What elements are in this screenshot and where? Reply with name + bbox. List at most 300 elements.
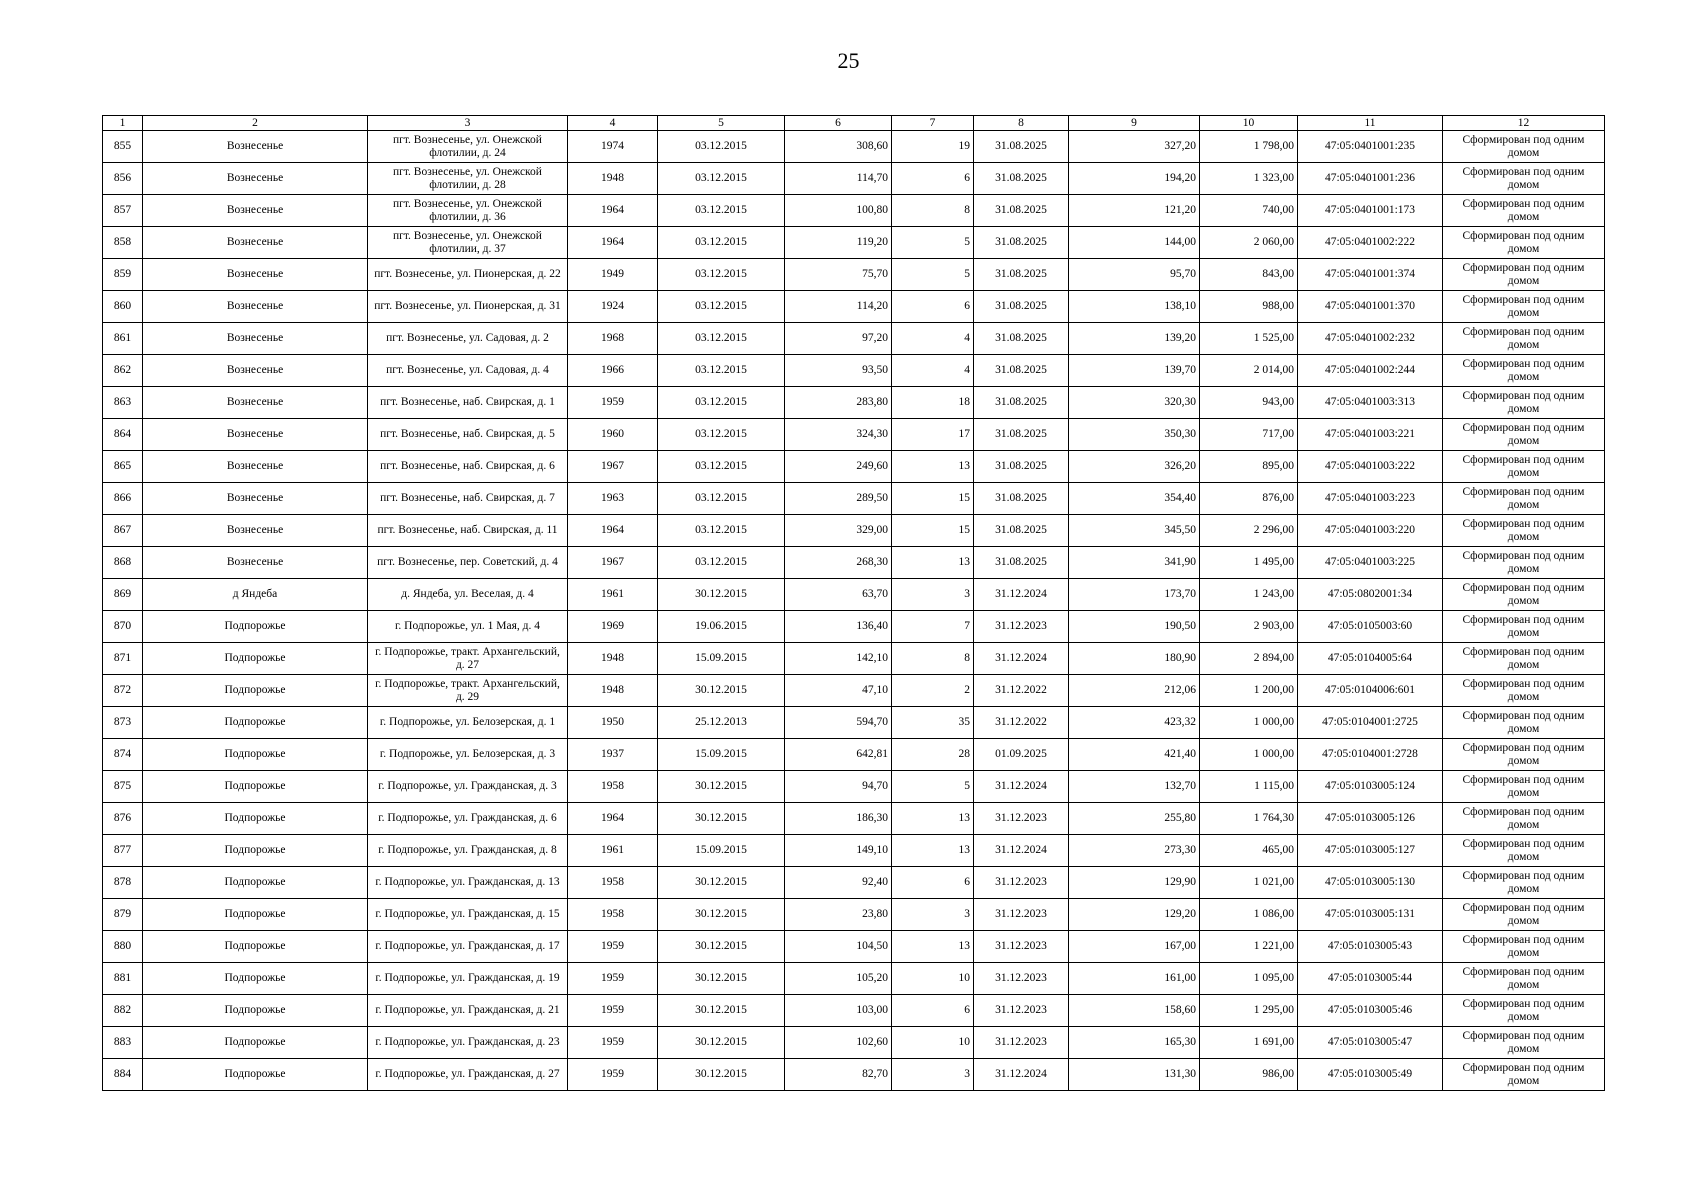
table-row bbox=[103, 867, 1605, 899]
table-cell: 75,70 bbox=[785, 259, 892, 291]
table-cell: 31.12.2023 bbox=[974, 867, 1069, 899]
table-cell: 2 894,00 bbox=[1200, 643, 1298, 675]
table-cell: 1959 bbox=[568, 931, 658, 963]
table-cell: 1960 bbox=[568, 419, 658, 451]
table-cell: 1964 bbox=[568, 803, 658, 835]
column-header: 10 bbox=[1200, 116, 1298, 131]
table-cell: 1 495,00 bbox=[1200, 547, 1298, 579]
table-cell: 341,90 bbox=[1069, 547, 1200, 579]
table-cell: 165,30 bbox=[1069, 1027, 1200, 1059]
table-cell: 289,50 bbox=[785, 483, 892, 515]
table-row bbox=[103, 387, 1605, 419]
table-cell: 1948 bbox=[568, 643, 658, 675]
table-cell: 129,90 bbox=[1069, 867, 1200, 899]
table-cell: Подпорожье bbox=[143, 995, 368, 1027]
table-cell: 879 bbox=[103, 899, 143, 931]
table-cell: 594,70 bbox=[785, 707, 892, 739]
table-cell: 350,30 bbox=[1069, 419, 1200, 451]
table-cell: 121,20 bbox=[1069, 195, 1200, 227]
table-cell: 1974 bbox=[568, 131, 658, 163]
table-cell: 943,00 bbox=[1200, 387, 1298, 419]
table-cell: 03.12.2015 bbox=[658, 323, 785, 355]
table-cell: 1 095,00 bbox=[1200, 963, 1298, 995]
table-cell: Сформирован под одним домом bbox=[1443, 963, 1605, 995]
table-cell: 326,20 bbox=[1069, 451, 1200, 483]
table-cell: 132,70 bbox=[1069, 771, 1200, 803]
table-cell: 47:05:0401003:225 bbox=[1298, 547, 1443, 579]
column-header: 2 bbox=[143, 116, 368, 131]
table-cell: 1967 bbox=[568, 451, 658, 483]
table-cell: 1 115,00 bbox=[1200, 771, 1298, 803]
table-row bbox=[103, 803, 1605, 835]
table-row bbox=[103, 259, 1605, 291]
table-cell: 1959 bbox=[568, 387, 658, 419]
column-header: 1 bbox=[103, 116, 143, 131]
table-cell: 35 bbox=[892, 707, 974, 739]
table-cell: 876 bbox=[103, 803, 143, 835]
table-cell: 03.12.2015 bbox=[658, 131, 785, 163]
table-cell: 878 bbox=[103, 867, 143, 899]
table-cell: Вознесенье bbox=[143, 419, 368, 451]
table-cell: 308,60 bbox=[785, 131, 892, 163]
table-cell: 988,00 bbox=[1200, 291, 1298, 323]
table-cell: 30.12.2015 bbox=[658, 995, 785, 1027]
column-header: 7 bbox=[892, 116, 974, 131]
table-cell: 5 bbox=[892, 259, 974, 291]
table-cell: 861 bbox=[103, 323, 143, 355]
table-cell: пгт. Вознесенье, ул. Пионерская, д. 31 bbox=[368, 291, 568, 323]
table-cell: 283,80 bbox=[785, 387, 892, 419]
table-cell: 31.08.2025 bbox=[974, 387, 1069, 419]
table-cell: 1959 bbox=[568, 963, 658, 995]
table-cell: 1959 bbox=[568, 1027, 658, 1059]
table-cell: г. Подпорожье, ул. Белозерская, д. 3 bbox=[368, 739, 568, 771]
table-cell: 03.12.2015 bbox=[658, 419, 785, 451]
table-cell: 860 bbox=[103, 291, 143, 323]
table-cell: 31.12.2024 bbox=[974, 1059, 1069, 1091]
table-cell: 47:05:0401003:220 bbox=[1298, 515, 1443, 547]
table-cell: 329,00 bbox=[785, 515, 892, 547]
table-cell: Подпорожье bbox=[143, 1059, 368, 1091]
table-cell: 4 bbox=[892, 355, 974, 387]
table-cell: 1969 bbox=[568, 611, 658, 643]
table-cell: 47:05:0103005:126 bbox=[1298, 803, 1443, 835]
table-cell: 47:05:0103005:46 bbox=[1298, 995, 1443, 1027]
table-cell: 855 bbox=[103, 131, 143, 163]
table-cell: 857 bbox=[103, 195, 143, 227]
table-cell: 268,30 bbox=[785, 547, 892, 579]
table-cell: 47:05:0103005:44 bbox=[1298, 963, 1443, 995]
table-cell: 2 903,00 bbox=[1200, 611, 1298, 643]
table-cell: 47:05:0401001:374 bbox=[1298, 259, 1443, 291]
table-cell: 1967 bbox=[568, 547, 658, 579]
table-cell: Сформирован под одним домом bbox=[1443, 1059, 1605, 1091]
table-cell: 843,00 bbox=[1200, 259, 1298, 291]
table-cell: 866 bbox=[103, 483, 143, 515]
table-cell: Сформирован под одним домом bbox=[1443, 483, 1605, 515]
table-cell: Сформирован под одним домом bbox=[1443, 227, 1605, 259]
table-cell: 129,20 bbox=[1069, 899, 1200, 931]
table-cell: пгт. Вознесенье, наб. Свирская, д. 5 bbox=[368, 419, 568, 451]
table-cell: 97,20 bbox=[785, 323, 892, 355]
table-cell: 03.12.2015 bbox=[658, 387, 785, 419]
table-cell: пгт. Вознесенье, ул. Онежской флотилии, д. 28 bbox=[368, 163, 568, 195]
table-cell: Вознесенье bbox=[143, 323, 368, 355]
table-row bbox=[103, 1027, 1605, 1059]
table-cell: 47:05:0103005:43 bbox=[1298, 931, 1443, 963]
table-cell: 03.12.2015 bbox=[658, 451, 785, 483]
table-cell: 1 691,00 bbox=[1200, 1027, 1298, 1059]
table-row bbox=[103, 547, 1605, 579]
table-cell: Подпорожье bbox=[143, 643, 368, 675]
table-cell: Сформирован под одним домом bbox=[1443, 867, 1605, 899]
table-row bbox=[103, 323, 1605, 355]
table-cell: Сформирован под одним домом bbox=[1443, 259, 1605, 291]
table-cell: 30.12.2015 bbox=[658, 931, 785, 963]
table-cell: г. Подпорожье, ул. Гражданская, д. 19 bbox=[368, 963, 568, 995]
table-cell: 6 bbox=[892, 163, 974, 195]
table-cell: г. Подпорожье, ул. Гражданская, д. 17 bbox=[368, 931, 568, 963]
column-header: 9 bbox=[1069, 116, 1200, 131]
table-cell: 30.12.2015 bbox=[658, 867, 785, 899]
table-cell: 47,10 bbox=[785, 675, 892, 707]
table-cell: 47:05:0401003:223 bbox=[1298, 483, 1443, 515]
table-cell: 47:05:0103005:47 bbox=[1298, 1027, 1443, 1059]
table-cell: 114,20 bbox=[785, 291, 892, 323]
table-cell: пгт. Вознесенье, ул. Садовая, д. 2 bbox=[368, 323, 568, 355]
table-cell: 186,30 bbox=[785, 803, 892, 835]
table-row bbox=[103, 419, 1605, 451]
table-cell: Подпорожье bbox=[143, 1027, 368, 1059]
table-cell: Сформирован под одним домом bbox=[1443, 291, 1605, 323]
table-cell: 862 bbox=[103, 355, 143, 387]
table-cell: 865 bbox=[103, 451, 143, 483]
table-cell: Вознесенье bbox=[143, 227, 368, 259]
table-cell: 31.08.2025 bbox=[974, 291, 1069, 323]
table-cell: 194,20 bbox=[1069, 163, 1200, 195]
table-cell: 47:05:0104001:2725 bbox=[1298, 707, 1443, 739]
table-cell: 8 bbox=[892, 643, 974, 675]
table-cell: 868 bbox=[103, 547, 143, 579]
table-cell: 13 bbox=[892, 835, 974, 867]
table-cell: 1964 bbox=[568, 515, 658, 547]
table-cell: пгт. Вознесенье, ул. Онежской флотилии, д. 37 bbox=[368, 227, 568, 259]
table-cell: 31.12.2023 bbox=[974, 1027, 1069, 1059]
table-row bbox=[103, 739, 1605, 771]
table-cell: 47:05:0401001:370 bbox=[1298, 291, 1443, 323]
table-cell: Сформирован под одним домом bbox=[1443, 931, 1605, 963]
table-cell: 30.12.2015 bbox=[658, 675, 785, 707]
table-cell: 882 bbox=[103, 995, 143, 1027]
table-cell: 47:05:0103005:127 bbox=[1298, 835, 1443, 867]
table-cell: 642,81 bbox=[785, 739, 892, 771]
table-cell: 30.12.2015 bbox=[658, 899, 785, 931]
table-cell: Вознесенье bbox=[143, 387, 368, 419]
table-cell: пгт. Вознесенье, наб. Свирская, д. 6 bbox=[368, 451, 568, 483]
table-cell: 190,50 bbox=[1069, 611, 1200, 643]
table-cell: 31.08.2025 bbox=[974, 323, 1069, 355]
table-cell: 47:05:0103005:49 bbox=[1298, 1059, 1443, 1091]
table-cell: 142,10 bbox=[785, 643, 892, 675]
table-cell: 10 bbox=[892, 1027, 974, 1059]
table-cell: 1958 bbox=[568, 771, 658, 803]
table-row bbox=[103, 227, 1605, 259]
table-cell: 31.12.2023 bbox=[974, 995, 1069, 1027]
table-cell: 30.12.2015 bbox=[658, 579, 785, 611]
table-cell: Вознесенье bbox=[143, 163, 368, 195]
table-cell: г. Подпорожье, ул. Гражданская, д. 6 bbox=[368, 803, 568, 835]
table-cell: 131,30 bbox=[1069, 1059, 1200, 1091]
page-number: 25 bbox=[837, 48, 860, 73]
table-row bbox=[103, 995, 1605, 1027]
table-cell: 31.08.2025 bbox=[974, 259, 1069, 291]
table-cell: 138,10 bbox=[1069, 291, 1200, 323]
table-cell: 1 525,00 bbox=[1200, 323, 1298, 355]
table-row bbox=[103, 899, 1605, 931]
table-row bbox=[103, 131, 1605, 163]
table-cell: 31.12.2022 bbox=[974, 707, 1069, 739]
table-cell: 13 bbox=[892, 931, 974, 963]
table-cell: 18 bbox=[892, 387, 974, 419]
table-cell: 149,10 bbox=[785, 835, 892, 867]
table-cell: 92,40 bbox=[785, 867, 892, 899]
table-cell: Сформирован под одним домом bbox=[1443, 419, 1605, 451]
table-cell: 30.12.2015 bbox=[658, 1059, 785, 1091]
table-cell: г. Подпорожье, тракт. Архангельский, д. 29 bbox=[368, 675, 568, 707]
table-cell: 6 bbox=[892, 291, 974, 323]
table-cell: 03.12.2015 bbox=[658, 483, 785, 515]
data-table bbox=[102, 115, 1605, 1091]
table-cell: 102,60 bbox=[785, 1027, 892, 1059]
table-cell: 03.12.2015 bbox=[658, 259, 785, 291]
table-cell: пгт. Вознесенье, ул. Онежской флотилии, д. 36 bbox=[368, 195, 568, 227]
table-cell: 345,50 bbox=[1069, 515, 1200, 547]
table-cell: 13 bbox=[892, 803, 974, 835]
table-row bbox=[103, 675, 1605, 707]
table-cell: 15 bbox=[892, 483, 974, 515]
table-cell: 255,80 bbox=[1069, 803, 1200, 835]
table-cell: 1 000,00 bbox=[1200, 707, 1298, 739]
table-cell: Сформирован под одним домом bbox=[1443, 771, 1605, 803]
table-cell: 883 bbox=[103, 1027, 143, 1059]
table-cell: 2 060,00 bbox=[1200, 227, 1298, 259]
table-row bbox=[103, 643, 1605, 675]
table-cell: 10 bbox=[892, 963, 974, 995]
table-cell: Вознесенье bbox=[143, 195, 368, 227]
table-cell: Подпорожье bbox=[143, 739, 368, 771]
table-cell: 31.08.2025 bbox=[974, 195, 1069, 227]
table-cell: 3 bbox=[892, 899, 974, 931]
table-cell: 465,00 bbox=[1200, 835, 1298, 867]
table-cell: 870 bbox=[103, 611, 143, 643]
table-cell: 717,00 bbox=[1200, 419, 1298, 451]
table-cell: 158,60 bbox=[1069, 995, 1200, 1027]
table-cell: г. Подпорожье, ул. Гражданская, д. 8 bbox=[368, 835, 568, 867]
table-cell: Сформирован под одним домом bbox=[1443, 835, 1605, 867]
table-row bbox=[103, 771, 1605, 803]
table-cell: 31.12.2023 bbox=[974, 611, 1069, 643]
table-cell: 1964 bbox=[568, 227, 658, 259]
table-cell: 31.08.2025 bbox=[974, 227, 1069, 259]
table-cell: г. Подпорожье, ул. Гражданская, д. 15 bbox=[368, 899, 568, 931]
table-cell: 104,50 bbox=[785, 931, 892, 963]
table-cell: 881 bbox=[103, 963, 143, 995]
table-cell: Вознесенье bbox=[143, 355, 368, 387]
table-cell: 47:05:0401003:222 bbox=[1298, 451, 1443, 483]
table-row bbox=[103, 579, 1605, 611]
table-cell: Сформирован под одним домом bbox=[1443, 675, 1605, 707]
table-cell: 47:05:0401002:244 bbox=[1298, 355, 1443, 387]
column-header: 5 bbox=[658, 116, 785, 131]
table-cell: 4 bbox=[892, 323, 974, 355]
table-cell: Вознесенье bbox=[143, 483, 368, 515]
table-cell: 1 243,00 bbox=[1200, 579, 1298, 611]
table-cell: 100,80 bbox=[785, 195, 892, 227]
table-cell: г. Подпорожье, ул. Гражданская, д. 23 bbox=[368, 1027, 568, 1059]
table-cell: 1 000,00 bbox=[1200, 739, 1298, 771]
table-cell: Сформирован под одним домом bbox=[1443, 323, 1605, 355]
table-cell: Подпорожье bbox=[143, 803, 368, 835]
table-cell: Сформирован под одним домом bbox=[1443, 1027, 1605, 1059]
table-cell: 2 014,00 bbox=[1200, 355, 1298, 387]
table-cell: 31.12.2024 bbox=[974, 643, 1069, 675]
table-cell: 95,70 bbox=[1069, 259, 1200, 291]
table-cell: 895,00 bbox=[1200, 451, 1298, 483]
table-cell: 105,20 bbox=[785, 963, 892, 995]
table-cell: 327,20 bbox=[1069, 131, 1200, 163]
table-cell: пгт. Вознесенье, ул. Садовая, д. 4 bbox=[368, 355, 568, 387]
table-cell: 25.12.2013 bbox=[658, 707, 785, 739]
table-cell: 139,70 bbox=[1069, 355, 1200, 387]
table-row bbox=[103, 835, 1605, 867]
table-cell: 94,70 bbox=[785, 771, 892, 803]
table-cell: 876,00 bbox=[1200, 483, 1298, 515]
table-cell: г. Подпорожье, ул. Гражданская, д. 21 bbox=[368, 995, 568, 1027]
table-cell: 874 bbox=[103, 739, 143, 771]
table-cell: 2 296,00 bbox=[1200, 515, 1298, 547]
table-cell: 47:05:0401001:173 bbox=[1298, 195, 1443, 227]
table-cell: 871 bbox=[103, 643, 143, 675]
table-cell: 23,80 bbox=[785, 899, 892, 931]
table-cell: 1949 bbox=[568, 259, 658, 291]
table-cell: 47:05:0401003:313 bbox=[1298, 387, 1443, 419]
table-cell: 877 bbox=[103, 835, 143, 867]
table-cell: Сформирован под одним домом bbox=[1443, 739, 1605, 771]
table-cell: 1 200,00 bbox=[1200, 675, 1298, 707]
table-cell: 31.08.2025 bbox=[974, 483, 1069, 515]
table-row bbox=[103, 355, 1605, 387]
table-cell: 880 bbox=[103, 931, 143, 963]
table-cell: г. Подпорожье, тракт. Архангельский, д. 27 bbox=[368, 643, 568, 675]
table-cell: 875 bbox=[103, 771, 143, 803]
table-row bbox=[103, 163, 1605, 195]
table-cell: 47:05:0103005:124 bbox=[1298, 771, 1443, 803]
table-cell: 1950 bbox=[568, 707, 658, 739]
table-cell: 47:05:0401002:222 bbox=[1298, 227, 1443, 259]
table-cell: 1961 bbox=[568, 835, 658, 867]
table-cell: 03.12.2015 bbox=[658, 163, 785, 195]
table-cell: Подпорожье bbox=[143, 675, 368, 707]
table-cell: 15 bbox=[892, 515, 974, 547]
table-row bbox=[103, 291, 1605, 323]
table-cell: 161,00 bbox=[1069, 963, 1200, 995]
table-cell: 273,30 bbox=[1069, 835, 1200, 867]
table-cell: 6 bbox=[892, 867, 974, 899]
table-cell: 1958 bbox=[568, 899, 658, 931]
table-cell: 93,50 bbox=[785, 355, 892, 387]
table-header-row bbox=[103, 116, 1605, 131]
table-cell: 354,40 bbox=[1069, 483, 1200, 515]
table-cell: 47:05:0104005:64 bbox=[1298, 643, 1443, 675]
table-cell: 47:05:0401003:221 bbox=[1298, 419, 1443, 451]
table-cell: 859 bbox=[103, 259, 143, 291]
table-cell: Сформирован под одним домом bbox=[1443, 131, 1605, 163]
table-cell: д Яндеба bbox=[143, 579, 368, 611]
table-cell: 1937 bbox=[568, 739, 658, 771]
table-cell: 31.12.2024 bbox=[974, 579, 1069, 611]
table-row bbox=[103, 963, 1605, 995]
table-cell: 30.12.2015 bbox=[658, 771, 785, 803]
table-cell: 47:05:0802001:34 bbox=[1298, 579, 1443, 611]
table-cell: 114,70 bbox=[785, 163, 892, 195]
table-cell: 30.12.2015 bbox=[658, 963, 785, 995]
table-cell: 1963 bbox=[568, 483, 658, 515]
table-cell: 1959 bbox=[568, 1059, 658, 1091]
table-cell: 324,30 bbox=[785, 419, 892, 451]
table-cell: 31.08.2025 bbox=[974, 355, 1069, 387]
table-cell: 03.12.2015 bbox=[658, 195, 785, 227]
table-cell: Сформирован под одним домом bbox=[1443, 355, 1605, 387]
table-cell: 19 bbox=[892, 131, 974, 163]
table-cell: 423,32 bbox=[1069, 707, 1200, 739]
table-cell: 872 bbox=[103, 675, 143, 707]
table-cell: 8 bbox=[892, 195, 974, 227]
table-cell: 31.08.2025 bbox=[974, 419, 1069, 451]
table-row bbox=[103, 1059, 1605, 1091]
table-cell: 47:05:0105003:60 bbox=[1298, 611, 1443, 643]
table-cell: г. Подпорожье, ул. Гражданская, д. 27 bbox=[368, 1059, 568, 1091]
table-cell: Вознесенье bbox=[143, 131, 368, 163]
table-cell: Сформирован под одним домом bbox=[1443, 163, 1605, 195]
table-cell: 119,20 bbox=[785, 227, 892, 259]
table-cell: Сформирован под одним домом bbox=[1443, 707, 1605, 739]
table-cell: Подпорожье bbox=[143, 963, 368, 995]
table-row bbox=[103, 195, 1605, 227]
table-cell: 986,00 bbox=[1200, 1059, 1298, 1091]
table-cell: 03.12.2015 bbox=[658, 355, 785, 387]
table-cell: 1968 bbox=[568, 323, 658, 355]
table-cell: пгт. Вознесенье, пер. Советский, д. 4 bbox=[368, 547, 568, 579]
table-cell: 5 bbox=[892, 771, 974, 803]
table-cell: г. Подпорожье, ул. Гражданская, д. 13 bbox=[368, 867, 568, 899]
table-row bbox=[103, 451, 1605, 483]
table-cell: Сформирован под одним домом bbox=[1443, 899, 1605, 931]
table-cell: Сформирован под одним домом bbox=[1443, 803, 1605, 835]
table-cell: 139,20 bbox=[1069, 323, 1200, 355]
table-cell: 28 bbox=[892, 739, 974, 771]
column-header: 4 bbox=[568, 116, 658, 131]
table-cell: г. Подпорожье, ул. 1 Мая, д. 4 bbox=[368, 611, 568, 643]
table-cell: 103,00 bbox=[785, 995, 892, 1027]
table-cell: 1958 bbox=[568, 867, 658, 899]
table-cell: 03.12.2015 bbox=[658, 291, 785, 323]
table-cell: г. Подпорожье, ул. Белозерская, д. 1 bbox=[368, 707, 568, 739]
column-header: 6 bbox=[785, 116, 892, 131]
table-cell: 47:05:0103005:131 bbox=[1298, 899, 1443, 931]
table-cell: 1948 bbox=[568, 163, 658, 195]
table-cell: 180,90 bbox=[1069, 643, 1200, 675]
table-cell: 1 323,00 bbox=[1200, 163, 1298, 195]
